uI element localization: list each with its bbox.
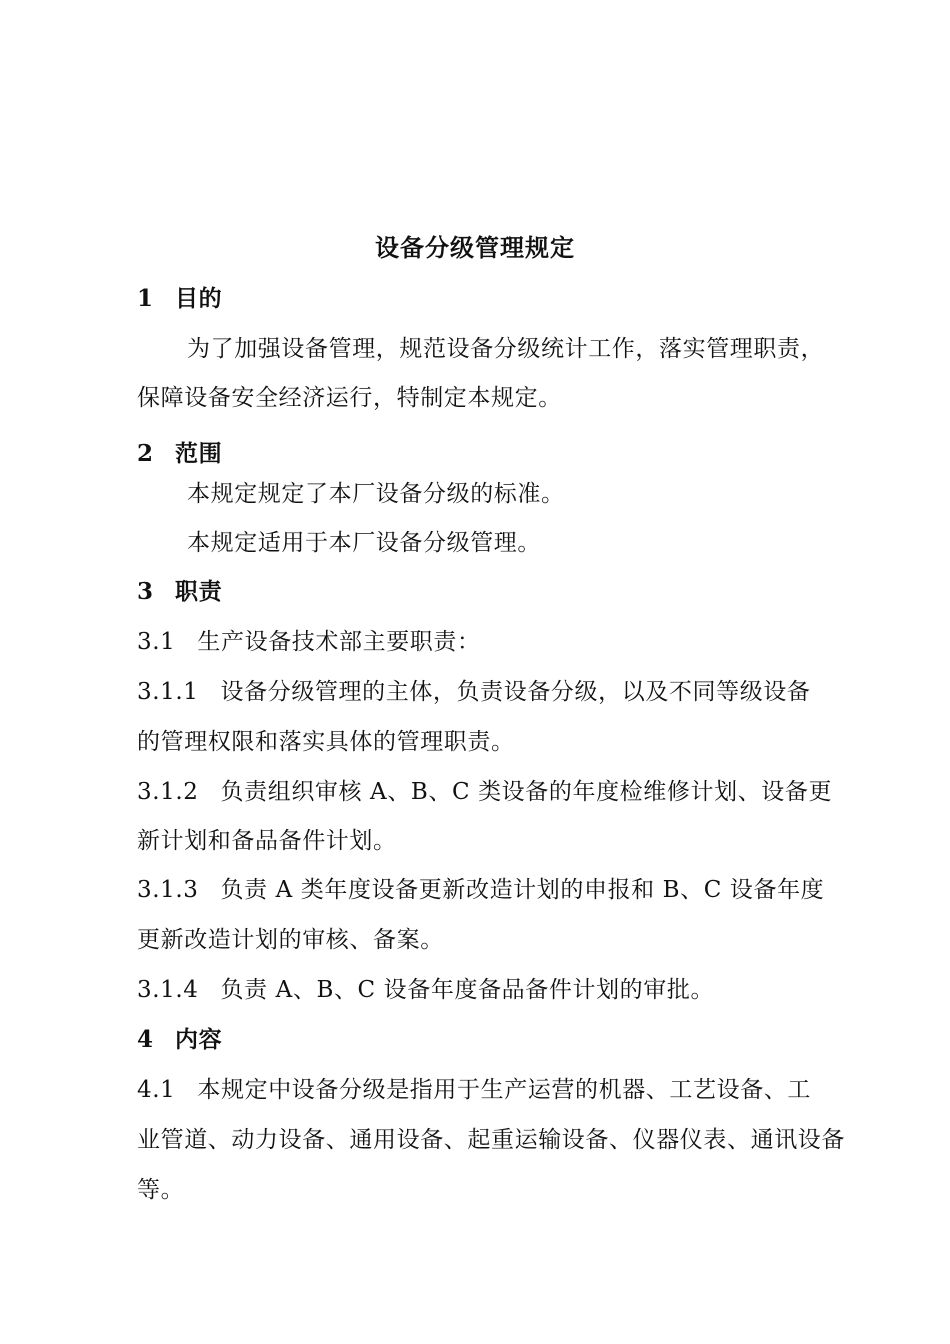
section-number: 3: [137, 578, 154, 605]
clause-text: 本规定中设备分级是指用于生产运营的机器、工艺设备、工: [197, 1077, 811, 1103]
scope-paragraph-1: 本规定规定了本厂设备分级的标准。: [187, 481, 565, 507]
purpose-line-2: 保障设备安全经济运行，特制定本规定。: [137, 385, 562, 411]
clause-3-1: [137, 626, 861, 658]
clause-number: 3.1.4: [137, 977, 199, 1003]
clause-text: 负责 A、B、C 设备年度备品备件计划的审批。: [220, 977, 715, 1003]
section-number: 1: [137, 285, 154, 312]
clause-number: 3.1.1: [137, 679, 199, 705]
section-title: 内容: [175, 1026, 223, 1053]
section-heading-purpose: [137, 283, 861, 315]
clause-text: 负责 A 类年度设备更新改造计划的申报和 B、C 设备年度: [220, 877, 825, 903]
clause-3-1-3-line-1: [137, 874, 861, 906]
clause-number: 3.1.2: [137, 779, 199, 805]
section-heading-content: [137, 1024, 861, 1056]
clause-text: 负责组织审核 A、B、C 类设备的年度检维修计划、设备更: [220, 779, 833, 805]
clause-text: 设备分级管理的主体，负责设备分级，以及不同等级设备: [220, 679, 811, 705]
clause-number: 4.1: [137, 1077, 176, 1103]
clause-3-1-2-line-2: 新计划和备品备件计划。: [137, 828, 397, 854]
clause-number: 3.1: [137, 629, 176, 655]
clause-4-1-line-3: 等。: [137, 1177, 185, 1203]
section-heading-scope: [137, 438, 861, 470]
clause-3-1-4: [137, 974, 861, 1006]
clause-number: 3.1.3: [137, 877, 199, 903]
section-title: 目的: [175, 285, 223, 312]
clause-3-1-1-line-2: 的管理权限和落实具体的管理职责。: [137, 729, 515, 755]
clause-text: 生产设备技术部主要职责：: [197, 629, 481, 655]
section-number: 2: [137, 440, 154, 467]
document-title: 设备分级管理规定: [375, 233, 575, 262]
clause-3-1-2-line-1: [137, 776, 861, 808]
section-number: 4: [137, 1026, 154, 1053]
section-title: 范围: [175, 440, 223, 467]
clause-4-1-line-1: [137, 1074, 861, 1106]
section-title: 职责: [175, 578, 223, 605]
scope-paragraph-2: 本规定适用于本厂设备分级管理。: [187, 530, 541, 556]
clause-3-1-3-line-2: 更新改造计划的审核、备案。: [137, 927, 444, 953]
purpose-line-1: 为了加强设备管理，规范设备分级统计工作，落实管理职责，: [187, 336, 825, 362]
clause-4-1-line-2: 业管道、动力设备、通用设备、起重运输设备、仪器仪表、通讯设备: [137, 1127, 845, 1153]
clause-3-1-1-line-1: [137, 676, 861, 708]
section-heading-duties: [137, 576, 861, 608]
